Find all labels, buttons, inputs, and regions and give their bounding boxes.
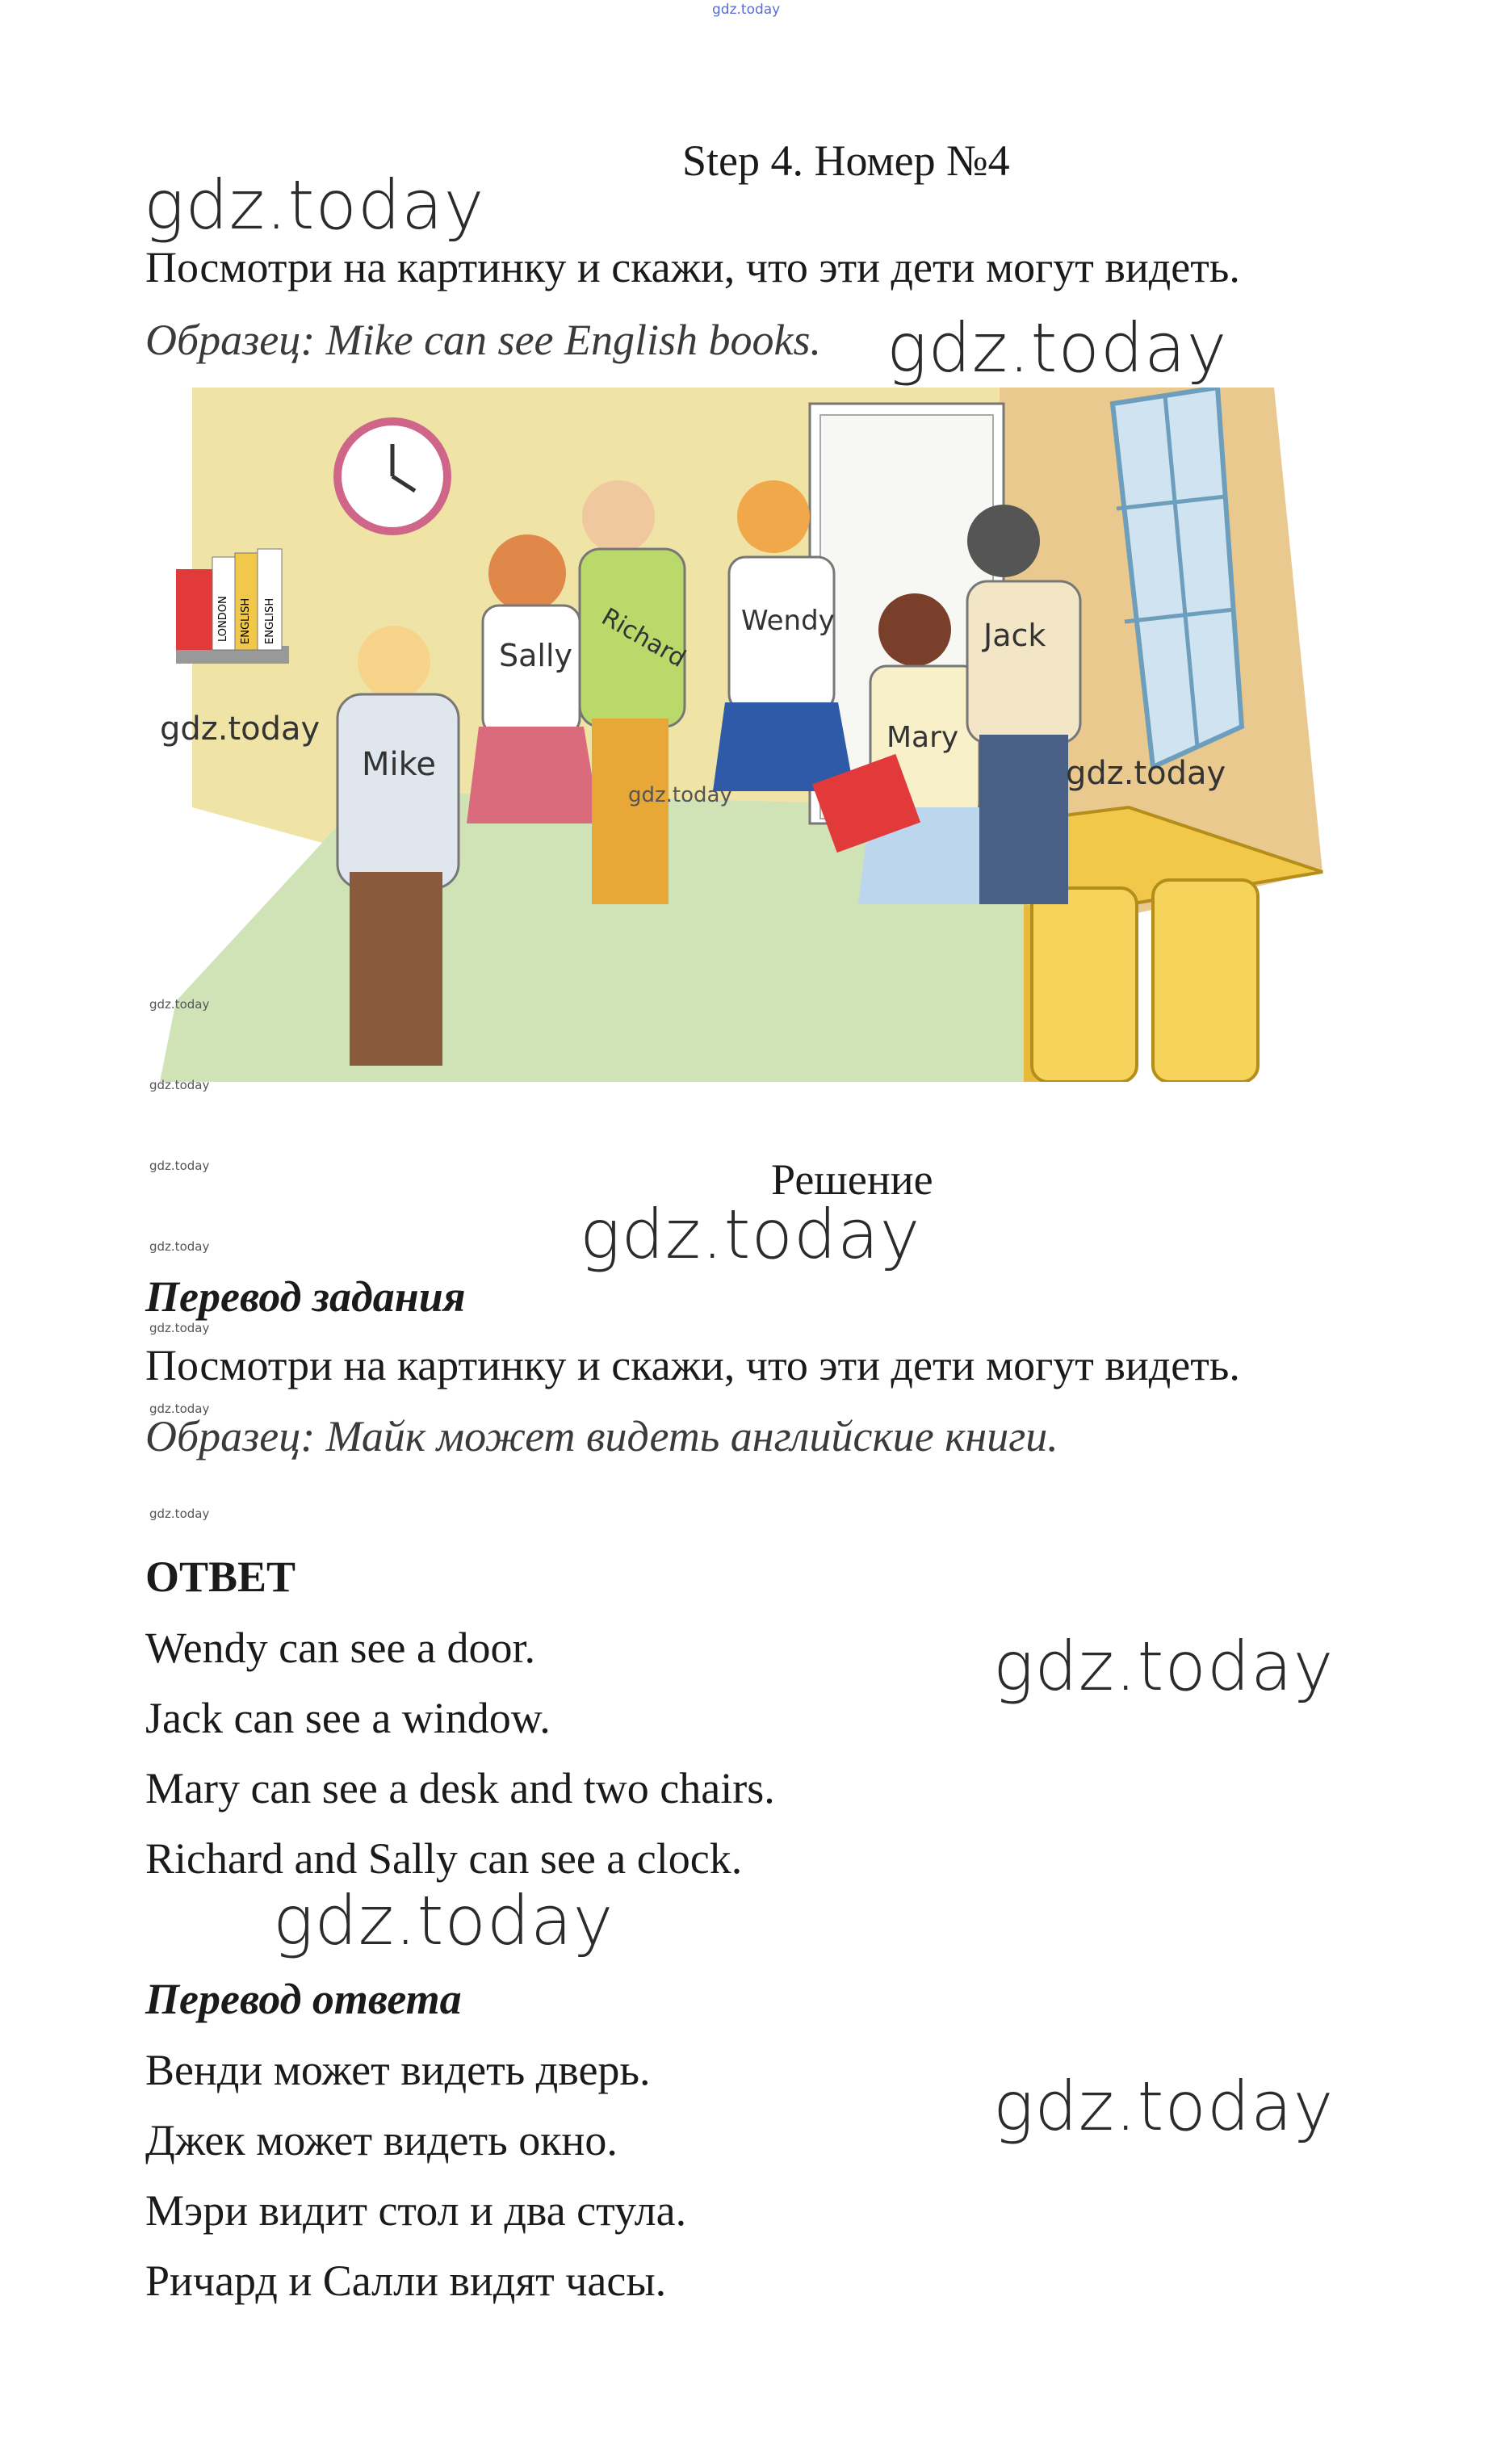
answer-line: Jack can see a window. xyxy=(145,1694,551,1742)
book-label: LONDON xyxy=(217,596,229,642)
chair xyxy=(1153,880,1258,1082)
watermark: gdz.today xyxy=(887,308,1228,388)
translation-heading: Перевод задания xyxy=(145,1272,466,1321)
task-example: Образец: Mike can see English books. xyxy=(145,316,821,364)
watermark: gdz.today xyxy=(149,1321,210,1335)
watermark: gdz.today xyxy=(580,1195,921,1274)
watermark: gdz.today xyxy=(149,1159,210,1173)
answer-heading: ОТВЕТ xyxy=(145,1553,296,1601)
name-tag-richard: Richard xyxy=(597,602,691,673)
chair xyxy=(1032,888,1137,1082)
watermark: gdz.today xyxy=(149,1078,210,1092)
watermark: gdz.today xyxy=(273,1881,614,1960)
watermark: gdz.today xyxy=(149,1506,210,1521)
answer-translation-line: Мэри видит стол и два стула. xyxy=(145,2186,687,2235)
watermark: gdz.today xyxy=(993,1627,1335,1706)
watermark: gdz.today xyxy=(149,1239,210,1254)
watermark: gdz.today xyxy=(628,783,732,807)
answer-line: Richard and Sally can see a clock. xyxy=(145,1834,743,1883)
name-tag-mary: Mary xyxy=(887,721,959,754)
book-label: ENGLISH xyxy=(240,597,252,644)
watermark: gdz.today xyxy=(149,997,210,1012)
answer-translation-line: Венди может видеть дверь. xyxy=(145,2046,651,2094)
watermark: gdz.today xyxy=(160,710,321,748)
translation-instruction: Посмотри на картинку и скажи, что эти дети могут видеть. xyxy=(145,1341,1240,1389)
watermark: gdz.today xyxy=(1066,755,1226,792)
name-tag-sally: Sally xyxy=(499,638,573,673)
answer-line: Wendy can see a door. xyxy=(145,1624,535,1672)
page-title: Step 4. Номер №4 xyxy=(682,136,1010,185)
answer-translation-heading: Перевод ответа xyxy=(145,1975,462,2023)
book-label: ENGLISH xyxy=(264,597,276,644)
name-tag-wendy: Wendy xyxy=(741,605,835,637)
classroom-illustration xyxy=(160,388,1339,1082)
name-tag-mike: Mike xyxy=(362,746,436,783)
watermark-top: gdz.today xyxy=(712,2,781,18)
answer-translation-line: Ричард и Салли видят часы. xyxy=(145,2257,667,2305)
watermark: gdz.today xyxy=(993,2067,1335,2146)
red-book xyxy=(176,569,212,650)
watermark: gdz.today xyxy=(149,1402,210,1416)
answer-line: Mary can see a desk and two chairs. xyxy=(145,1764,775,1812)
answer-translation-line: Джек может видеть окно. xyxy=(145,2116,618,2164)
watermark: gdz.today xyxy=(144,166,485,245)
name-tag-jack: Jack xyxy=(983,618,1046,653)
translation-example: Образец: Майк может видеть английские книги. xyxy=(145,1412,1058,1460)
task-instruction: Посмотри на картинку и скажи, что эти дети могут видеть. xyxy=(145,243,1240,291)
solution-heading: Решение xyxy=(771,1155,933,1204)
